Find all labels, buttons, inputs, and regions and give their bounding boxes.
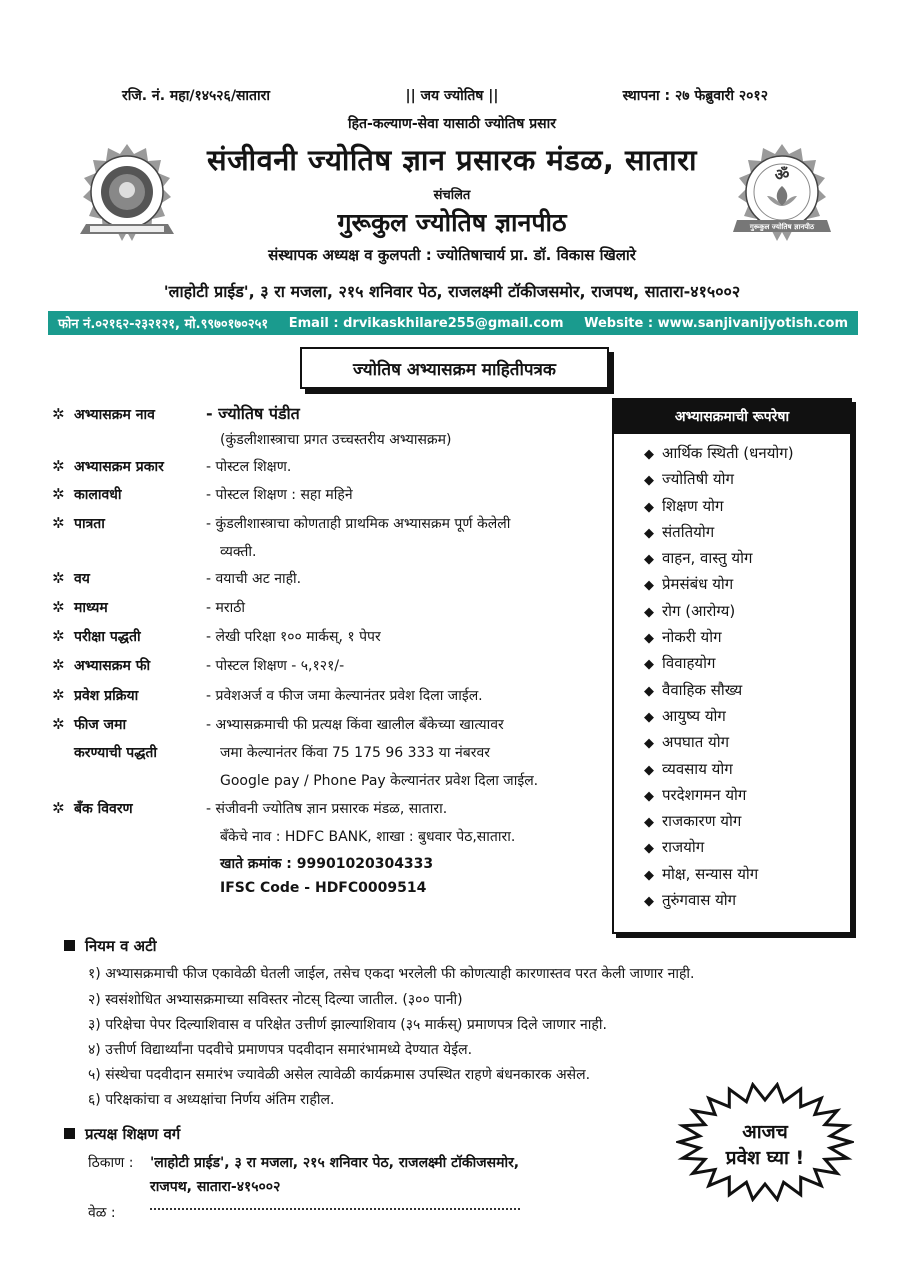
course-name-value: - ज्योतिष पंडीत	[206, 404, 300, 423]
course-name-label: अभ्यासक्रम नाव	[74, 407, 155, 423]
duration-value: - पोस्टल शिक्षण : सहा महिने	[206, 487, 353, 503]
bank-row	[52, 799, 447, 818]
payment-value-cont: जमा केल्यानंतर किंवा 75 175 96 333 या नंबरवर	[220, 745, 490, 761]
exam-value: - लेखी परिक्षा १०० मार्कस्, १ पेपर	[206, 629, 381, 645]
exam-label: परीक्षा पद्धती	[74, 629, 141, 645]
outline-item: ◆ राजकारण योग	[644, 808, 850, 834]
fee-label: अभ्यासक्रम फी	[74, 658, 151, 674]
outline-item: ◆ आयुष्य योग	[644, 703, 850, 729]
motto: || जय ज्योतिष ||	[405, 88, 499, 104]
rule-item: ४) उत्तीर्ण विद्यार्थ्यांना पदवीचे प्रमाणपत्र पदवीदान समारंभामध्ये देण्यात येईल.	[88, 1042, 473, 1058]
age-label: वय	[74, 571, 90, 587]
medium-row	[52, 598, 245, 617]
outline-item: ◆ वैवाहिक सौख्य	[644, 677, 850, 703]
phone-numbers: फोन नं.०२१६२-२३२१२१, मो.९९७०१७०२५१	[58, 317, 269, 332]
registration-number: रजि. नं. महा/१४५२६/सातारा	[122, 88, 271, 104]
course-name-row	[52, 402, 300, 424]
age-value: - वयाची अट नाही.	[206, 571, 302, 587]
star-bullet: ✲	[52, 686, 65, 704]
rules-heading	[64, 936, 157, 956]
email-address[interactable]: Email : drvikaskhilare255@gmail.com	[288, 315, 564, 331]
medium-value: - मराठी	[206, 600, 245, 616]
star-bullet: ✲	[52, 715, 65, 733]
payment-row	[52, 715, 504, 734]
course-type-row	[52, 457, 291, 476]
account-number: खाते क्रमांक : 99901020304333	[220, 856, 434, 872]
institute-name: गुरूकुल ज्योतिष ज्ञानपीठ	[337, 208, 567, 237]
venue-label: ठिकाण :	[88, 1155, 134, 1171]
square-bullet-icon	[64, 1128, 75, 1139]
outline-item: ◆ व्यवसाय योग	[644, 756, 850, 782]
star-bullet: ✲	[52, 627, 65, 645]
tagline: हित-कल्याण-सेवा यासाठी ज्योतिष प्रसार	[347, 116, 556, 132]
rule-item: १) अभ्यासक्रमाची फीज एकावेळी घेतली जाईल, तसेच एकदा भरलेली फी कोणत्याही कारणास्तव परत केली जाणार नाही.	[88, 966, 695, 982]
course-name-note: (कुंडलीशास्त्राचा प्रगत उच्चस्तरीय अभ्यासक्रम)	[220, 432, 452, 448]
course-type-value: - पोस्टल शिक्षण.	[206, 459, 292, 475]
outline-item: ◆ राजयोग	[644, 834, 850, 860]
fee-value: - पोस्टल शिक्षण - ५,१२१/-	[206, 658, 345, 674]
payment-value-cont2: Google pay / Phone Pay केल्यानंतर प्रवेश दिला जाईल.	[220, 773, 539, 789]
payment-value: - अभ्यासक्रमाची फी प्रत्यक्ष किंवा खालील बँकेच्या खात्यावर	[206, 717, 504, 733]
star-bullet: ✲	[52, 405, 65, 423]
fee-row	[52, 656, 344, 675]
duration-row	[52, 485, 353, 504]
outline-item: ◆ आर्थिक स्थिती (धनयोग)	[644, 440, 850, 466]
outline-item: ◆ संततियोग	[644, 519, 850, 545]
founder-line: संस्थापक अध्यक्ष व कुलपती : ज्योतिषाचार्य प्रा. डॉ. विकास खिलारे	[268, 246, 636, 264]
admission-starburst	[676, 1082, 854, 1202]
rule-item: २) स्वसंशोधित अभ्यासक्रमाच्या सविस्तर नोटस् दिल्या जातील. (३०० पानी)	[88, 992, 463, 1008]
established-date: स्थापना : २७ फेब्रुवारी २०१२	[622, 88, 768, 104]
venue-line2: राजपथ, सातारा-४१५००२	[150, 1179, 281, 1195]
outline-item: ◆ परदेशगमन योग	[644, 782, 850, 808]
ifsc-code: IFSC Code - HDFC0009514	[220, 880, 427, 896]
outline-item: ◆ अपघात योग	[644, 729, 850, 755]
outline-item: ◆ शिक्षण योग	[644, 493, 850, 519]
classroom-title: प्रत्यक्ष शिक्षण वर्ग	[85, 1125, 181, 1143]
outline-item: ◆ ज्योतिषी योग	[644, 466, 850, 492]
star-bullet: ✲	[52, 598, 65, 616]
admission-row	[52, 686, 483, 705]
address-line: 'लाहोटी प्राईड', ३ रा मजला, २१५ शनिवार पेठ, राजलक्ष्मी टॉकीजसमोर, राजपथ, सातारा-४१५००२	[163, 282, 741, 301]
bank-value: - संजीवनी ज्योतिष ज्ञान प्रसारक मंडळ, सातारा.	[206, 801, 448, 817]
mandal-seal-logo	[72, 140, 182, 250]
rule-item: ६) परिक्षकांचा व अध्यक्षांचा निर्णय अंतिम राहील.	[88, 1092, 335, 1108]
rule-item: ३) परिक्षेचा पेपर दिल्याशिवास व परिक्षेत उत्तीर्ण झाल्याशिवाय (३५ मार्कस्) प्रमाणपत्र दिले जाणार नाही.	[88, 1017, 607, 1033]
medium-label: माध्यम	[74, 600, 108, 616]
course-outline-title: अभ्यासक्रमाची रूपरेषा	[614, 400, 850, 434]
outline-item: ◆ रोग (आरोग्य)	[644, 598, 850, 624]
burst-line2: प्रवेश घ्या !	[725, 1147, 805, 1169]
time-blank-line	[150, 1208, 520, 1210]
eligibility-label: पात्रता	[74, 516, 105, 532]
svg-text:गुरूकुल ज्योतिष ज्ञानपीठ: गुरूकुल ज्योतिष ज्ञानपीठ	[749, 223, 815, 231]
payment-label: फीज जमा	[74, 717, 127, 733]
age-row	[52, 569, 301, 588]
course-type-label: अभ्यासक्रम प्रकार	[74, 459, 164, 475]
star-bullet: ✲	[52, 514, 65, 532]
outline-item: ◆ प्रेमसंबंध योग	[644, 571, 850, 597]
classroom-heading	[64, 1124, 180, 1144]
star-bullet: ✲	[52, 656, 65, 674]
outline-item: ◆ मोक्ष, सन्यास योग	[644, 861, 850, 887]
gurukul-seal-logo	[727, 140, 837, 250]
admission-value: - प्रवेशअर्ज व फीज जमा केल्यानंतर प्रवेश दिला जाईल.	[206, 688, 483, 704]
contact-bar	[48, 311, 858, 335]
payment-label-cont: करण्याची पद्धती	[74, 745, 158, 761]
eligibility-value-cont: व्यक्ती.	[220, 544, 257, 560]
outline-item: ◆ वाहन, वास्तु योग	[644, 545, 850, 571]
brochure-title: ज्योतिष अभ्यासक्रम माहितीपत्रक	[300, 347, 609, 389]
time-label: वेळ :	[88, 1205, 116, 1221]
rule-item: ५) संस्थेचा पदवीदान समारंभ ज्यावेळी असेल त्यावेळी कार्यक्रमास उपस्थित राहणे बंधनकारक असेल.	[88, 1067, 591, 1083]
star-bullet: ✲	[52, 485, 65, 503]
square-bullet-icon	[64, 940, 75, 951]
bank-label: बँक विवरण	[74, 801, 133, 817]
organization-name: संजीवनी ज्योतिष ज्ञान प्रसारक मंडळ, सातारा	[207, 143, 697, 177]
outline-item: ◆ विवाहयोग	[644, 650, 850, 676]
duration-label: कालावधी	[74, 487, 122, 503]
star-bullet: ✲	[52, 569, 65, 587]
eligibility-value: - कुंडलीशास्त्राचा कोणताही प्राथमिक अभ्यासक्रम पूर्ण केलेली	[206, 516, 511, 532]
outline-item: ◆ नोकरी योग	[644, 624, 850, 650]
outline-item: ◆ तुरुंगवास योग	[644, 887, 850, 913]
course-outline-box	[612, 398, 852, 934]
star-bullet: ✲	[52, 457, 65, 475]
star-bullet: ✲	[52, 799, 65, 817]
venue-line1: 'लाहोटी प्राईड', ३ रा मजला, २१५ शनिवार पेठ, राजलक्ष्मी टॉकीजसमोर,	[150, 1155, 520, 1171]
exam-row	[52, 627, 381, 646]
admission-label: प्रवेश प्रक्रिया	[74, 688, 139, 704]
svg-text:ॐ: ॐ	[774, 165, 790, 184]
course-outline-list	[614, 434, 850, 913]
burst-line1: आजच	[742, 1121, 788, 1143]
sanchalit-label: संचलित	[433, 188, 471, 203]
bank-name: बँकेचे नाव : HDFC BANK, शाखा : बुधवार पेठ,सातारा.	[220, 829, 516, 845]
rules-title: नियम व अटी	[85, 937, 157, 955]
website-link[interactable]: Website : www.sanjivanijyotish.com	[584, 315, 848, 331]
eligibility-row	[52, 514, 510, 533]
